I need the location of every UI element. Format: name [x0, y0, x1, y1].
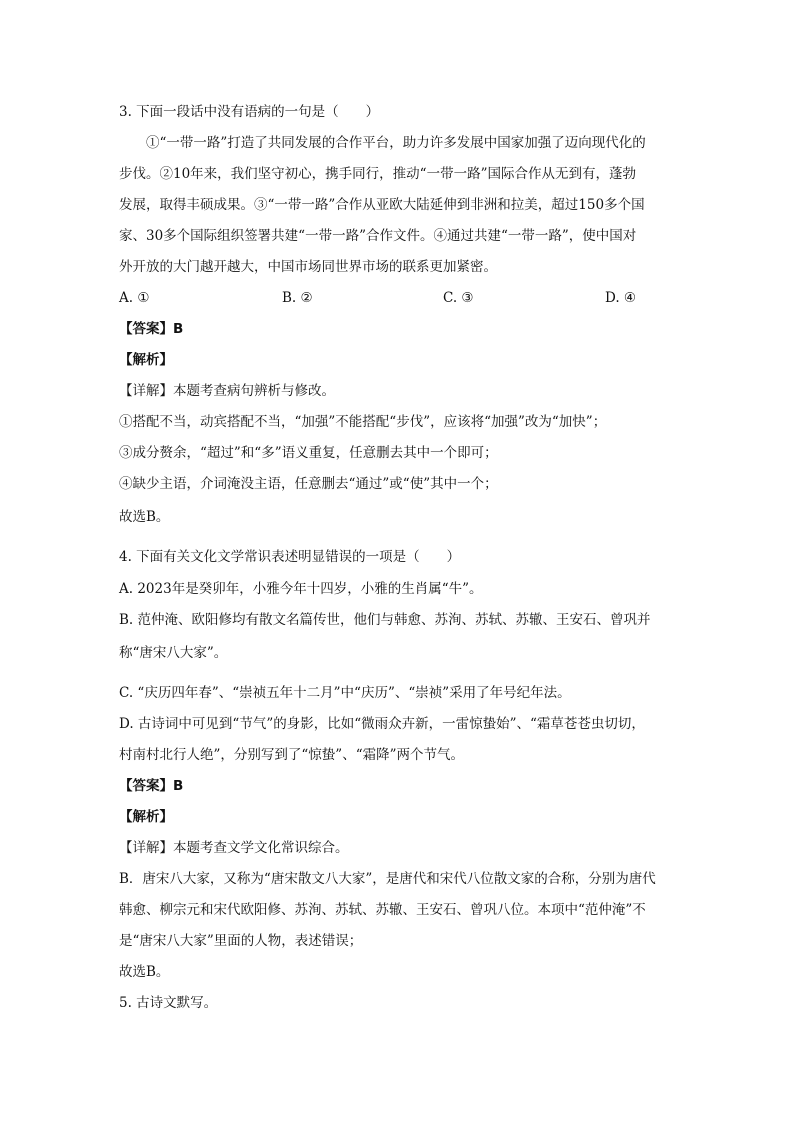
q3-answer: 【答案】B: [119, 321, 184, 337]
q4-option-d: D. 古诗词中可见到“节气”的身影，比如“微雨众卉新，一雷惊蛰始”、“霜草苍苍虫切切，: [119, 716, 645, 732]
q4-option-a: A. 2023年是癸卯年，小雅今年十四岁，小雅的生肖属“牛”。: [119, 581, 483, 597]
q4-explain-line: 韩愈、柳宗元和宋代欧阳修、苏洵、苏轼、苏辙、王安石、曾巩八位。本项中“范仲淹”不: [119, 902, 646, 918]
q4-option-b: B. 范仲淹、欧阳修均有散文名篇传世，他们与韩愈、苏洵、苏轼、苏辙、王安石、曾巩并: [119, 612, 651, 628]
q4-option-c: C. “庆历四年春”、“崇祯五年十二月”中“庆历”、“崇祯”采用了年号纪年法。: [119, 685, 571, 701]
q3-passage-line: 家、30多个国际组织签署共建“一带一路”合作文件。④通过共建“一带一路”，使中国对: [119, 228, 637, 244]
q4-option-d-cont: 村南村北行人绝”，分别写到了“惊蛰”、“霜降”两个节气。: [119, 747, 465, 763]
q3-option-d: D. ④: [605, 290, 637, 306]
q3-stem: 3. 下面一段话中没有语病的一句是（ ）: [119, 104, 380, 120]
q4-explain-line: B．唐宋八大家，又称为“唐宋散文八大家”，是唐代和宋代八位散文家的合称，分别为唐代: [119, 871, 656, 887]
q4-explain-line: 是“唐宋八大家”里面的人物，表述错误；: [119, 933, 363, 949]
q5-stem: 5. 古诗文默写。: [119, 995, 218, 1011]
q3-option-a: A. ①: [119, 290, 150, 306]
q3-detail: 【详解】本题考查病句辨析与修改。: [119, 383, 335, 399]
q4-detail: 【详解】本题考查文学文化常识综合。: [119, 840, 349, 856]
q3-explain-line: ③成分赘余，“超过”和“多”语义重复，任意删去其中一个即可；: [119, 445, 498, 461]
q4-stem: 4. 下面有关文化文学常识表述明显错误的一项是（ ）: [119, 549, 461, 565]
q4-conclusion: 故选B。: [119, 964, 170, 980]
q3-option-b: B. ②: [282, 290, 313, 306]
q3-passage-line: ①“一带一路”打造了共同发展的合作平台，助力许多发展中国家加强了迈向现代化的: [146, 135, 646, 151]
q3-explain-line: ④缺少主语，介词淹没主语，任意删去“通过”或“使”其中一个；: [119, 476, 498, 492]
q4-option-b-cont: 称“唐宋八大家”。: [119, 645, 228, 661]
q3-passage-line: 发展，取得丰硕成果。③“一带一路”合作从亚欧大陆延伸到非洲和拉美，超过150多个国: [119, 197, 645, 213]
q4-answer: 【答案】B: [119, 778, 184, 794]
q3-explain-line: ①搭配不当，动宾搭配不当，“加强”不能搭配“步伐”，应该将“加强”改为“加快”；: [119, 414, 607, 430]
q3-conclusion: 故选B。: [119, 509, 170, 525]
q3-option-c: C. ③: [443, 290, 474, 306]
q3-passage-line: 外开放的大门越开越大，中国市场同世界市场的联系更加紧密。: [119, 259, 497, 275]
q3-passage-line: 步伐。②10年来，我们坚守初心，携手同行，推动“一带一路”国际合作从无到有，蓬勃: [119, 166, 636, 182]
q4-analysis-label: 【解析】: [119, 809, 173, 825]
q3-analysis-label: 【解析】: [119, 352, 173, 368]
